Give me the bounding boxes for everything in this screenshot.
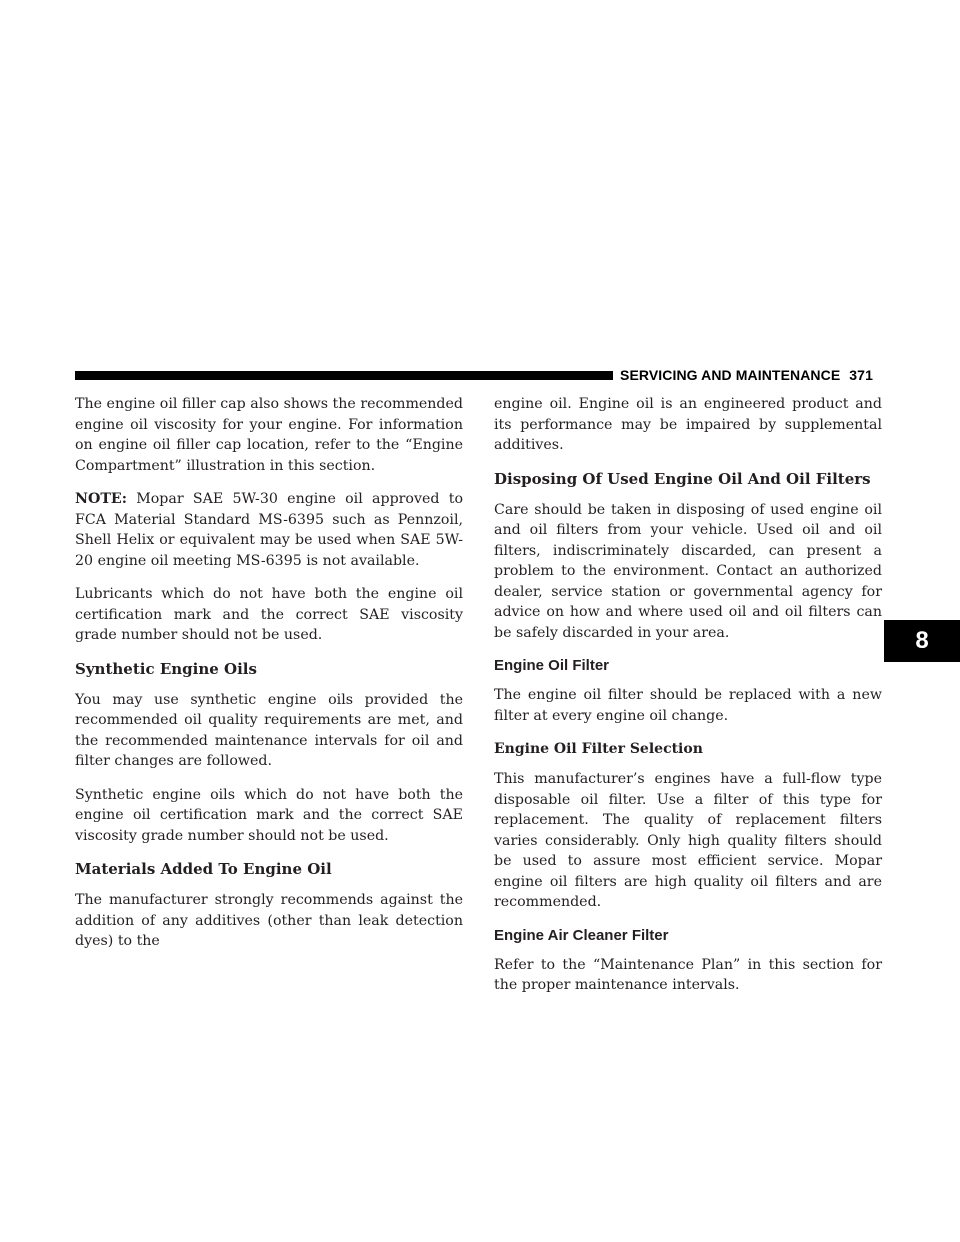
paragraph-synthetic-certification: Synthetic engine oils which do not have both the engine oil certification mark and the correct SAE viscosity grade number should not be used.: [75, 786, 463, 844]
paragraph-filter-selection: This manufacturer’s engines have a full-flow type disposable oil filter. Use a filter of this type for replacement. The quality of replacement filters varies considerably. Only high quality filters should be used to assure most efficient service. Mopar engine oil filters are high quality oil filters and are recommended.: [494, 771, 882, 910]
heading-disposing: Disposing Of Used Engine Oil And Oil Filters: [494, 469, 871, 488]
right-column: [494, 394, 882, 1009]
heading-air-cleaner-filter: Engine Air Cleaner Filter: [494, 926, 669, 944]
section-title: SERVICING AND MAINTENANCE: [620, 367, 841, 383]
paragraph-filter-replace: The engine oil filter should be replaced with a new filter at every engine oil change.: [494, 687, 882, 724]
heading-filter-selection: Engine Oil Filter Selection: [494, 741, 703, 757]
note-paragraph: [75, 489, 463, 571]
running-header: [620, 367, 873, 384]
paragraph-additives-cont: engine oil. Engine oil is an engineered product and its performance may be impaired by supplemental additives.: [494, 396, 882, 453]
heading-engine-oil-filter: Engine Oil Filter: [494, 657, 610, 674]
paragraph-disposing: Care should be taken in disposing of used engine oil and oil filters from your vehicle. Used oil and oil filters, indiscriminately discarded, can present a problem to the environment. Contact an authorized dealer, service station or governmental agency for advice on how and where used oil and oil filters can be safely discarded in your area.: [494, 501, 882, 641]
note-label: NOTE:: [75, 491, 127, 507]
paragraph-synthetic-use: You may use synthetic engine oils provided the recommended oil quality requirements are met, and the recommended maintenance intervals for oil and filter changes are followed.: [75, 691, 463, 769]
header-rule: [75, 371, 613, 380]
chapter-tab: 8: [884, 620, 960, 662]
heading-materials-added: Materials Added To Engine Oil: [75, 860, 332, 878]
paragraph-air-cleaner: Refer to the “Maintenance Plan” in this section for the proper maintenance intervals.: [494, 956, 882, 993]
left-column: [75, 394, 463, 965]
paragraph-lubricants: Lubricants which do not have both the engine oil certification mark and the correct SAE viscosity grade number should not be used.: [75, 586, 463, 643]
heading-synthetic-engine-oils: Synthetic Engine Oils: [75, 659, 257, 678]
paragraph-additives: The manufacturer strongly recommends against the addition of any additives (other than leak detection dyes) to the: [75, 892, 463, 949]
paragraph-filler-cap: The engine oil filler cap also shows the recommended engine oil viscosity for your engine. For information on engine oil filler cap location, refer to the “Engine Compartment” illustration in this section.: [75, 396, 463, 474]
note-text: Mopar SAE 5W-30 engine oil approved to FCA Material Standard MS-6395 such as Pennzoil, Shell Helix or equivalent may be used when SAE 5W-20 engine oil meeting MS-6395 is not available.: [75, 491, 463, 569]
page-number: 371: [849, 367, 873, 383]
